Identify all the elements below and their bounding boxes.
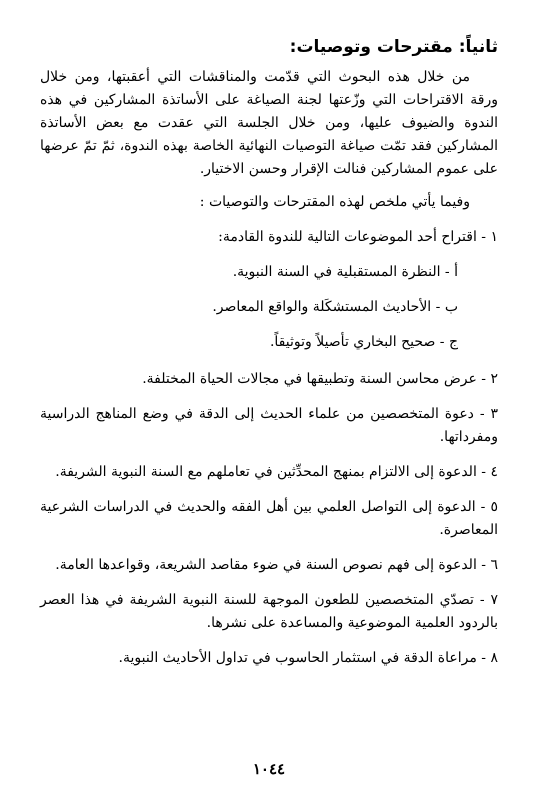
intro-paragraph: من خلال هذه البحوث التي قدّمت والمناقشات التي أعقبتها، ومن خلال ورقة الاقتراحات التي وزّعتها لجنة الصياغة على الأساتذة المشاركين في هذه الندوة والضيوف عليها، ومن خلال الجلسة التي عقدت مع بعض الأساتذة المشاركين فقد تمّت صياغة التوصيات النهائية الخاصة بهذه الندوة، ثمّ تمّ عرضها على عموم المشاركين فنالت الإقرار وحسن الاختيار. (40, 69, 498, 177)
recommendation-1: ١ - اقتراح أحد الموضوعات التالية للندوة القادمة: (218, 229, 498, 245)
recommendation-5: ٥ - الدعوة إلى التواصل العلمي بين أهل الفقه والحديث في الدراسات الشرعية المعاصرة. (40, 499, 498, 538)
topic-b: ب - الأحاديث المستشكَلة والواقع المعاصر. (212, 299, 458, 315)
page-number: ١٠٤٤ (252, 760, 286, 778)
recommendation-2: ٢ - عرض محاسن السنة وتطبيقها في مجالات الحياة المختلفة. (142, 371, 498, 387)
section-heading: ثانياً: مقترحات وتوصيات: (289, 37, 498, 57)
topic-a: أ - النظرة المستقبلية في السنة النبوية. (232, 264, 458, 280)
topic-c: ج - صحيح البخاري تأصيلاً وتوثيقاً. (269, 334, 458, 350)
recommendation-7: ٧ - تصدّي المتخصصين للطعون الموجهة للسنة النبوية الشريفة في هذا العصر بالردود العلمية الموضوعية والمساعدة على نشرها. (40, 592, 498, 631)
recommendation-4: ٤ - الدعوة إلى الالتزام بمنهج المحدِّثين في تعاملهم مع السنة النبوية الشريفة. (55, 464, 498, 480)
recommendation-3: ٣ - دعوة المتخصصين من علماء الحديث إلى الدقة في وضع المناهج الدراسية ومفرداتها. (40, 406, 498, 445)
recommendation-6: ٦ - الدعوة إلى فهم نصوص السنة في ضوء مقاصد الشريعة، وقواعدها العامة. (55, 557, 498, 573)
summary-lead: وفيما يأتي ملخص لهذه المقترحات والتوصيات : (199, 194, 470, 210)
recommendation-8: ٨ - مراعاة الدقة في استثمار الحاسوب في تداول الأحاديث النبوية. (118, 650, 498, 666)
